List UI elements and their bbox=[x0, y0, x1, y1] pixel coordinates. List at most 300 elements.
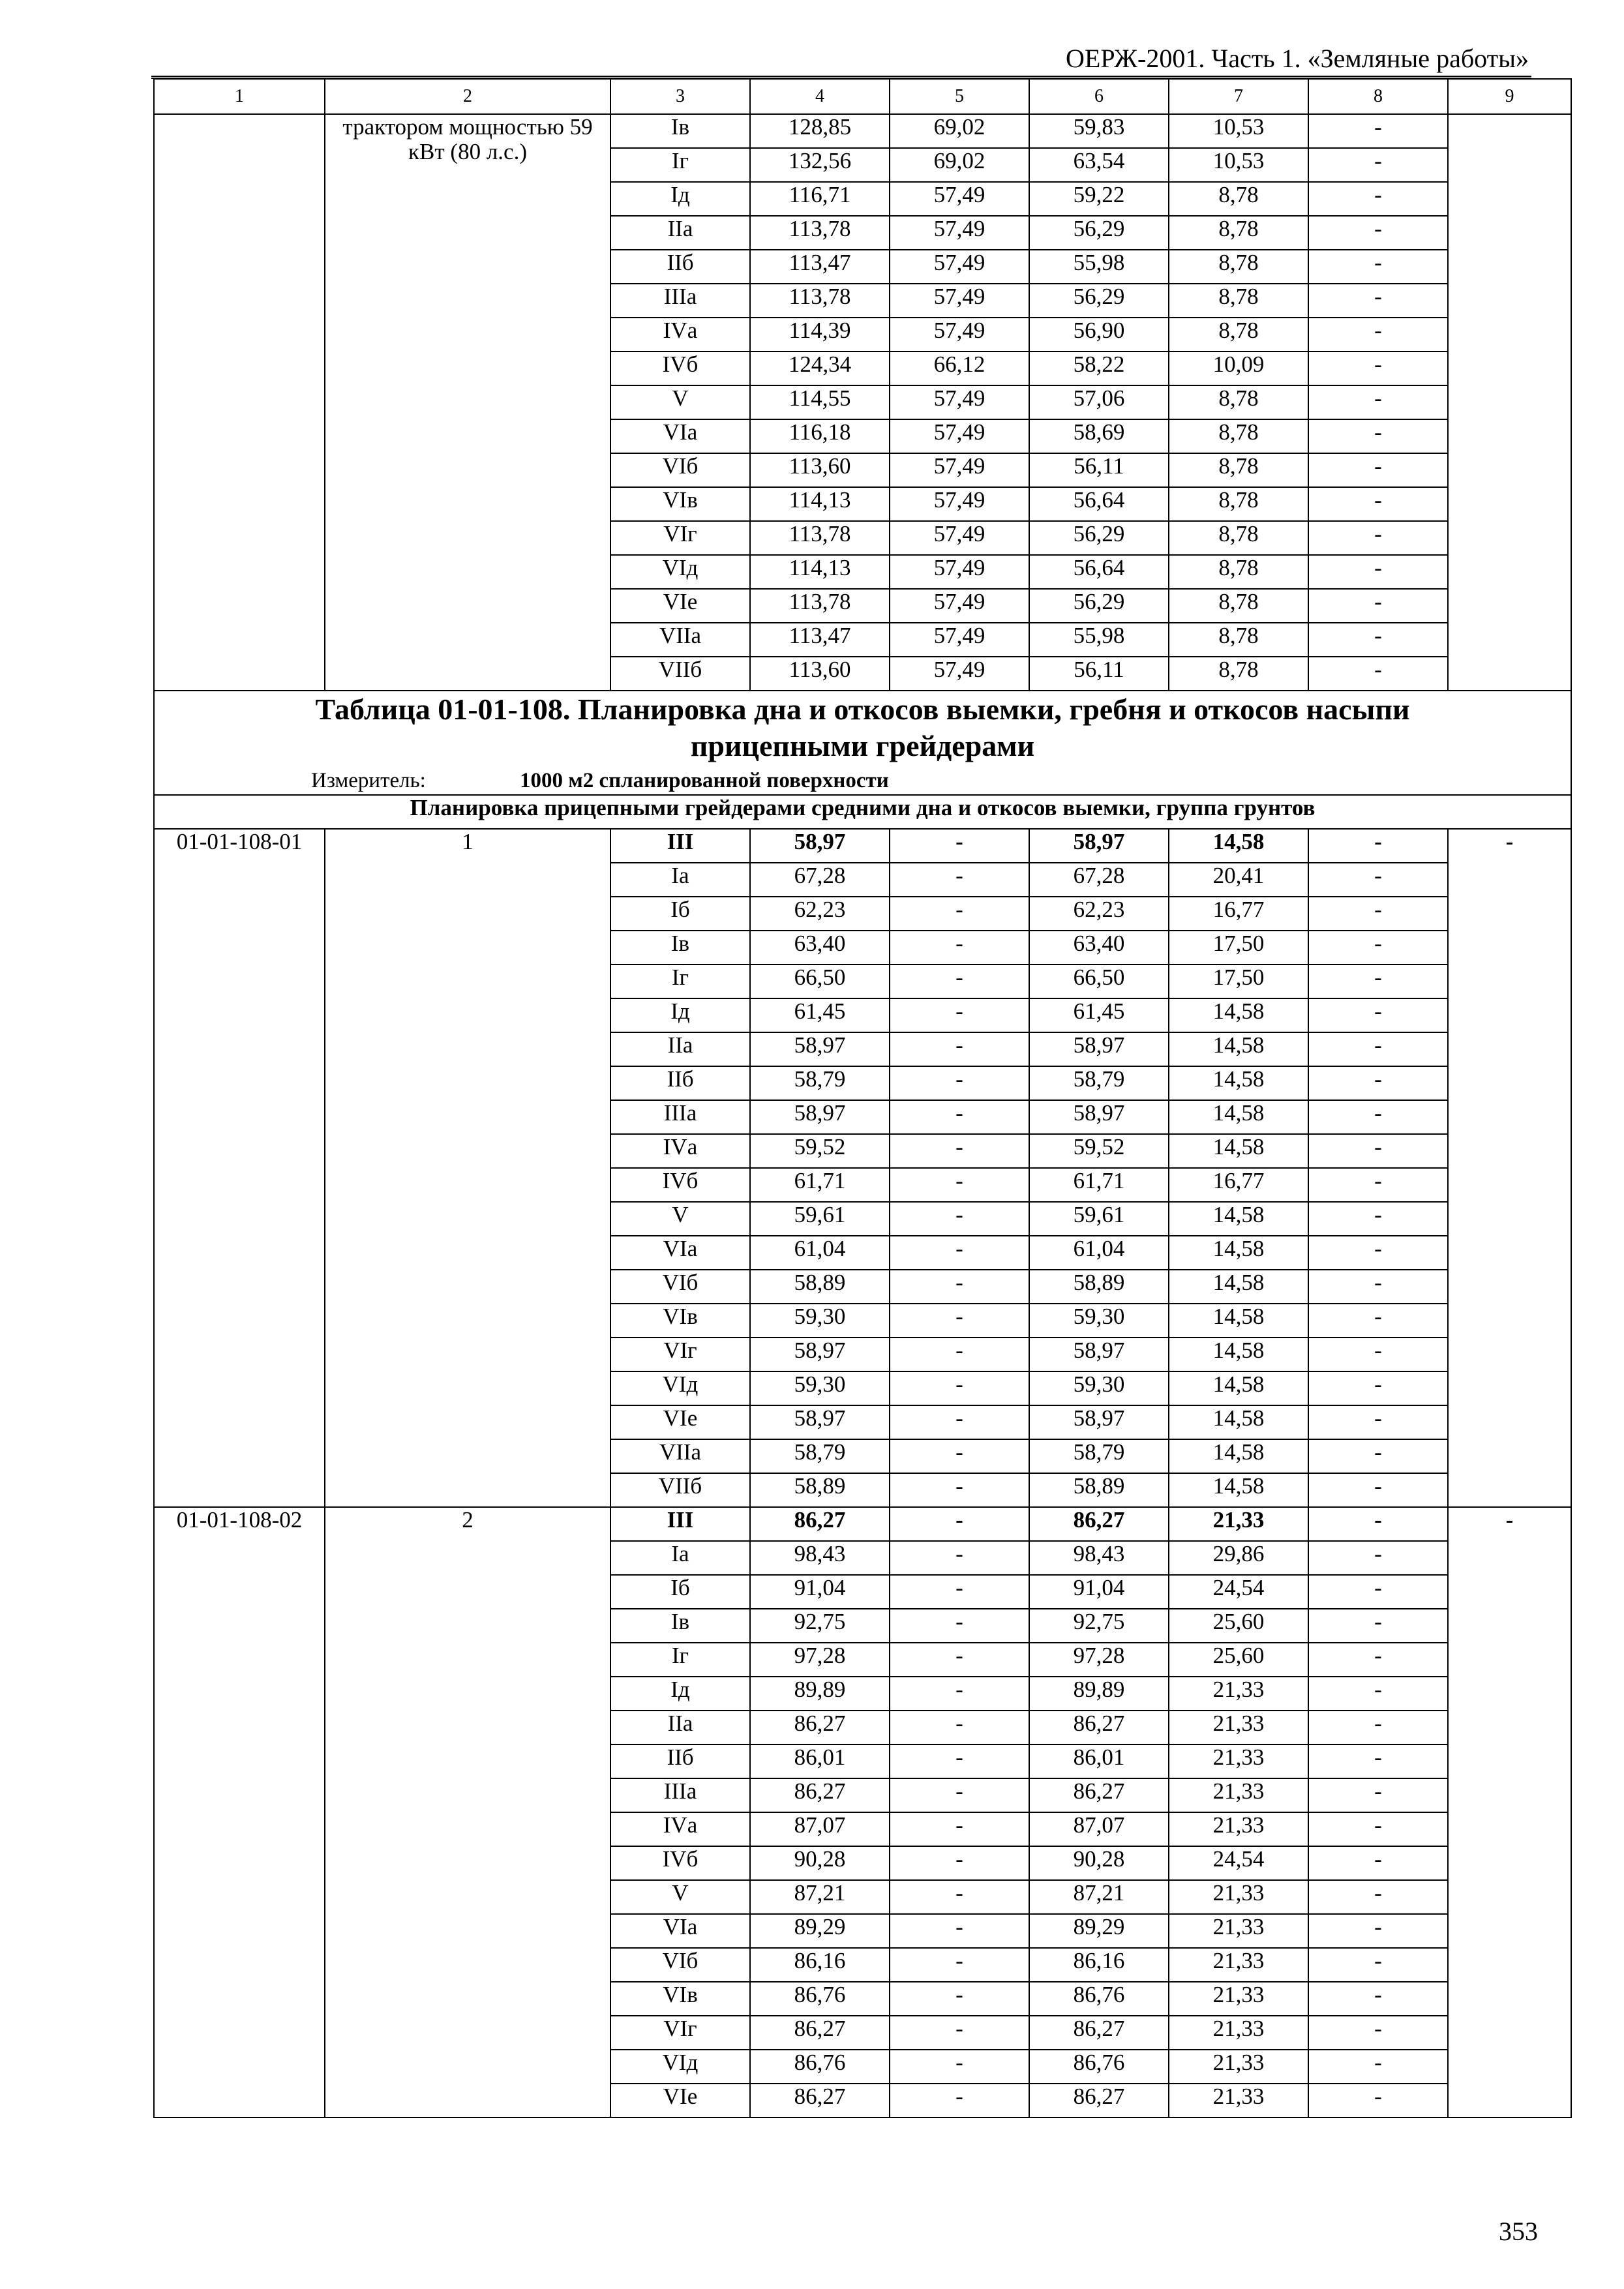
machine-cost-cell: 58,97 bbox=[1029, 1100, 1169, 1134]
machinist-wage-cell: 21,33 bbox=[1169, 1711, 1308, 1744]
soil-group-cell: Iд bbox=[610, 1677, 750, 1711]
materials-cell: - bbox=[1308, 623, 1448, 657]
labor-cost-cell: - bbox=[890, 1880, 1029, 1914]
machine-cost-cell: 97,28 bbox=[1029, 1643, 1169, 1677]
soil-group-cell: V bbox=[610, 385, 750, 419]
machine-cost-cell: 86,27 bbox=[1029, 1711, 1169, 1744]
total-cost-cell: 59,30 bbox=[750, 1371, 890, 1405]
machine-cost-cell: 59,83 bbox=[1029, 114, 1169, 148]
machine-cost-cell: 55,98 bbox=[1029, 623, 1169, 657]
materials-cell: - bbox=[1308, 385, 1448, 419]
materials-cell: - bbox=[1308, 284, 1448, 318]
total-cost-cell: 59,52 bbox=[750, 1134, 890, 1168]
materials-cell: - bbox=[1308, 1338, 1448, 1371]
total-cost-cell: 58,97 bbox=[750, 1032, 890, 1066]
labor-cost-cell: - bbox=[890, 2016, 1029, 2050]
machinist-wage-cell: 8,78 bbox=[1169, 385, 1308, 419]
machinist-wage-cell: 21,33 bbox=[1169, 1914, 1308, 1948]
soil-group-cell: Iа bbox=[610, 1541, 750, 1575]
labor-cost-cell: - bbox=[890, 965, 1029, 998]
soil-group-cell: VIг bbox=[610, 2016, 750, 2050]
labor-cost-cell: - bbox=[890, 1066, 1029, 1100]
labor-cost-cell: 57,49 bbox=[890, 216, 1029, 250]
soil-group-cell: Iв bbox=[610, 1609, 750, 1643]
soil-group-cell: V bbox=[610, 1202, 750, 1236]
total-cost-cell: 58,97 bbox=[750, 1338, 890, 1371]
column-number: 3 bbox=[610, 79, 750, 114]
materials-cell: - bbox=[1308, 182, 1448, 216]
total-cost-cell: 113,60 bbox=[750, 453, 890, 487]
labor-cost-cell: 57,49 bbox=[890, 623, 1029, 657]
total-cost-cell: 87,21 bbox=[750, 1880, 890, 1914]
rates-table bbox=[153, 78, 1572, 2118]
machine-cost-cell: 98,43 bbox=[1029, 1541, 1169, 1575]
total-cost-cell: 113,78 bbox=[750, 589, 890, 623]
table-row bbox=[154, 829, 1571, 863]
machinist-wage-cell: 21,33 bbox=[1169, 1880, 1308, 1914]
labor-cost-cell: 57,49 bbox=[890, 657, 1029, 691]
column-number: 9 bbox=[1448, 79, 1571, 114]
materials-cell: - bbox=[1308, 1405, 1448, 1439]
soil-group-cell: III bbox=[610, 829, 750, 863]
materials-cell: - bbox=[1308, 1168, 1448, 1202]
total-cost-cell: 86,27 bbox=[750, 1507, 890, 1541]
total-cost-cell: 89,29 bbox=[750, 1914, 890, 1948]
machinist-wage-cell: 14,58 bbox=[1169, 1100, 1308, 1134]
machinist-wage-cell: 21,33 bbox=[1169, 1744, 1308, 1778]
soil-group-cell: III bbox=[610, 1507, 750, 1541]
materials-cell: - bbox=[1308, 1032, 1448, 1066]
rates-table-body bbox=[154, 79, 1571, 2117]
table-title bbox=[155, 691, 1571, 764]
materials-cell: - bbox=[1308, 318, 1448, 352]
soil-group-cell: Iв bbox=[610, 931, 750, 965]
total-cost-cell: 66,50 bbox=[750, 965, 890, 998]
labor-cost-cell: - bbox=[890, 1032, 1029, 1066]
machinist-wage-cell: 20,41 bbox=[1169, 863, 1308, 897]
machine-cost-cell: 61,04 bbox=[1029, 1236, 1169, 1270]
labor-cost-cell: 57,49 bbox=[890, 385, 1029, 419]
machine-cost-cell: 59,22 bbox=[1029, 182, 1169, 216]
total-cost-cell: 113,60 bbox=[750, 657, 890, 691]
total-cost-cell: 86,16 bbox=[750, 1948, 890, 1982]
machinist-wage-cell: 14,58 bbox=[1169, 1202, 1308, 1236]
labor-cost-cell: - bbox=[890, 1677, 1029, 1711]
soil-group-cell: VIв bbox=[610, 1982, 750, 2016]
machine-cost-cell: 55,98 bbox=[1029, 250, 1169, 284]
total-cost-cell: 86,76 bbox=[750, 2050, 890, 2084]
machinist-wage-cell: 10,53 bbox=[1169, 114, 1308, 148]
machinist-wage-cell: 14,58 bbox=[1169, 1473, 1308, 1507]
machinist-wage-cell: 21,33 bbox=[1169, 2050, 1308, 2084]
machine-cost-cell: 58,97 bbox=[1029, 1032, 1169, 1066]
labor-cost-cell: 57,49 bbox=[890, 284, 1029, 318]
soil-group-cell: VIIа bbox=[610, 1439, 750, 1473]
total-cost-cell: 113,47 bbox=[750, 623, 890, 657]
soil-group-cell: IVб bbox=[610, 1846, 750, 1880]
materials-cell: - bbox=[1308, 1880, 1448, 1914]
soil-group-cell: VIIб bbox=[610, 657, 750, 691]
materials-cell: - bbox=[1308, 965, 1448, 998]
soil-group-cell: VIа bbox=[610, 1914, 750, 1948]
machine-cost-cell: 56,11 bbox=[1029, 657, 1169, 691]
total-cost-cell: 89,89 bbox=[750, 1677, 890, 1711]
soil-group-cell: IVа bbox=[610, 1134, 750, 1168]
labor-cost-cell: - bbox=[890, 829, 1029, 863]
materials-cell: - bbox=[1308, 1473, 1448, 1507]
machinist-wage-cell: 21,33 bbox=[1169, 1948, 1308, 1982]
machine-cost-cell: 86,27 bbox=[1029, 2016, 1169, 2050]
machinist-wage-cell: 21,33 bbox=[1169, 1812, 1308, 1846]
labor-cost-cell: - bbox=[890, 1507, 1029, 1541]
machinist-wage-cell: 14,58 bbox=[1169, 1270, 1308, 1304]
total-cost-cell: 58,79 bbox=[750, 1066, 890, 1100]
machinist-wage-cell: 8,78 bbox=[1169, 216, 1308, 250]
machine-cost-cell: 58,97 bbox=[1029, 829, 1169, 863]
labor-cost-cell: - bbox=[890, 1541, 1029, 1575]
labor-cost-cell: - bbox=[890, 1304, 1029, 1338]
machinist-wage-cell: 14,58 bbox=[1169, 1066, 1308, 1100]
machinist-wage-cell: 21,33 bbox=[1169, 1507, 1308, 1541]
materials-cell: - bbox=[1308, 998, 1448, 1032]
total-cost-cell: 116,18 bbox=[750, 419, 890, 453]
machine-cost-cell: 58,97 bbox=[1029, 1405, 1169, 1439]
machinist-wage-cell: 24,54 bbox=[1169, 1575, 1308, 1609]
labor-cost-cell: - bbox=[890, 1711, 1029, 1744]
machinist-wage-cell: 29,86 bbox=[1169, 1541, 1308, 1575]
soil-group-cell: Iг bbox=[610, 1643, 750, 1677]
labor-cost-cell: 57,49 bbox=[890, 555, 1029, 589]
total-cost-cell: 113,78 bbox=[750, 216, 890, 250]
soil-group-cell: VIе bbox=[610, 1405, 750, 1439]
soil-group-cell: Iд bbox=[610, 998, 750, 1032]
machinist-wage-cell: 14,58 bbox=[1169, 1134, 1308, 1168]
total-cost-cell: 67,28 bbox=[750, 863, 890, 897]
soil-group-cell: Iд bbox=[610, 182, 750, 216]
labor-cost-cell: - bbox=[890, 863, 1029, 897]
total-cost-cell: 90,28 bbox=[750, 1846, 890, 1880]
unit-value: 1000 м2 спланированной поверхности bbox=[520, 769, 889, 792]
materials-cell: - bbox=[1308, 657, 1448, 691]
column-number: 1 bbox=[154, 79, 325, 114]
materials-cell: - bbox=[1308, 216, 1448, 250]
materials-cell: - bbox=[1308, 829, 1448, 863]
soil-group-cell: IIб bbox=[610, 250, 750, 284]
document-title: ОЕРЖ-2001. Часть 1. «Земляные работы» bbox=[1066, 44, 1529, 73]
labor-cost-cell: 57,49 bbox=[890, 250, 1029, 284]
machinist-wage-cell: 14,58 bbox=[1169, 998, 1308, 1032]
table-title-cell bbox=[154, 691, 1571, 795]
soil-group-cell: VIв bbox=[610, 487, 750, 521]
soil-group-cell: IIIа bbox=[610, 284, 750, 318]
soil-group-cell: IIб bbox=[610, 1744, 750, 1778]
machinist-wage-cell: 8,78 bbox=[1169, 318, 1308, 352]
materials-cell: - bbox=[1308, 114, 1448, 148]
soil-group-cell: VIа bbox=[610, 1236, 750, 1270]
total-cost-cell: 62,23 bbox=[750, 897, 890, 931]
rate-code-cell: 01-01-108-02 bbox=[154, 1507, 325, 2117]
rate-code-cell: 01-01-108-01 bbox=[154, 829, 325, 1507]
total-cost-cell: 59,30 bbox=[750, 1304, 890, 1338]
total-cost-cell: 132,56 bbox=[750, 148, 890, 182]
soil-group-cell: Iв bbox=[610, 114, 750, 148]
materials-cell: - bbox=[1308, 589, 1448, 623]
soil-group-cell: VIд bbox=[610, 1371, 750, 1405]
materials-cell: - bbox=[1308, 2050, 1448, 2084]
soil-group-cell: Iг bbox=[610, 148, 750, 182]
labor-cost-cell: - bbox=[890, 1846, 1029, 1880]
total-cost-cell: 116,71 bbox=[750, 182, 890, 216]
total-cost-cell: 86,27 bbox=[750, 1778, 890, 1812]
table-row bbox=[154, 1507, 1571, 1541]
soil-group-cell: VIб bbox=[610, 1948, 750, 1982]
labor-cost-cell: 57,49 bbox=[890, 521, 1029, 555]
machine-cost-cell: 86,27 bbox=[1029, 1778, 1169, 1812]
materials-cell: - bbox=[1308, 1066, 1448, 1100]
machinist-wage-cell: 14,58 bbox=[1169, 1236, 1308, 1270]
machine-cost-cell: 89,89 bbox=[1029, 1677, 1169, 1711]
machinist-wage-cell: 8,78 bbox=[1169, 284, 1308, 318]
total-cost-cell: 86,01 bbox=[750, 1744, 890, 1778]
total-cost-cell: 86,76 bbox=[750, 1982, 890, 2016]
machine-cost-cell: 56,64 bbox=[1029, 555, 1169, 589]
soil-group-cell: IIIа bbox=[610, 1100, 750, 1134]
total-cost-cell: 61,71 bbox=[750, 1168, 890, 1202]
soil-group-cell: V bbox=[610, 1880, 750, 1914]
machine-cost-cell: 87,21 bbox=[1029, 1880, 1169, 1914]
labor-cost-cell: 57,49 bbox=[890, 487, 1029, 521]
machine-cost-cell: 87,07 bbox=[1029, 1812, 1169, 1846]
machinist-wage-cell: 17,50 bbox=[1169, 965, 1308, 998]
materials-cell: - bbox=[1308, 1812, 1448, 1846]
labor-cost-cell: 69,02 bbox=[890, 114, 1029, 148]
machinist-wage-cell: 8,78 bbox=[1169, 487, 1308, 521]
machinist-wage-cell: 10,53 bbox=[1169, 148, 1308, 182]
materials-cell: - bbox=[1308, 453, 1448, 487]
materials-cell: - bbox=[1308, 1643, 1448, 1677]
total-cost-cell: 86,27 bbox=[750, 2016, 890, 2050]
soil-group-cell: IIб bbox=[610, 1066, 750, 1100]
total-cost-cell: 98,43 bbox=[750, 1541, 890, 1575]
materials-cell: - bbox=[1308, 1948, 1448, 1982]
machinist-wage-cell: 14,58 bbox=[1169, 1032, 1308, 1066]
machine-cost-cell: 92,75 bbox=[1029, 1609, 1169, 1643]
soil-group-cell: VIб bbox=[610, 1270, 750, 1304]
machinist-wage-cell: 14,58 bbox=[1169, 1405, 1308, 1439]
materials-cell: - bbox=[1308, 1914, 1448, 1948]
table-row bbox=[154, 114, 1571, 148]
materials-cell: - bbox=[1308, 1304, 1448, 1338]
labor-cost-cell: - bbox=[890, 1134, 1029, 1168]
machine-cost-cell: 58,69 bbox=[1029, 419, 1169, 453]
machinist-wage-cell: 16,77 bbox=[1169, 1168, 1308, 1202]
machine-cost-cell: 56,64 bbox=[1029, 487, 1169, 521]
machinist-wage-cell: 8,78 bbox=[1169, 419, 1308, 453]
materials-cell: - bbox=[1308, 1744, 1448, 1778]
soil-group-cell: IVа bbox=[610, 1812, 750, 1846]
materials-cell: - bbox=[1308, 1270, 1448, 1304]
materials-cell: - bbox=[1308, 1541, 1448, 1575]
materials-cell: - bbox=[1308, 419, 1448, 453]
labor-cost-cell: - bbox=[890, 1405, 1029, 1439]
table-title-line: Таблица 01-01-108. Планировка дна и откосов выемки, гребня и откосов насыпи bbox=[315, 693, 1410, 726]
machinist-wage-cell: 8,78 bbox=[1169, 182, 1308, 216]
machine-cost-cell: 58,79 bbox=[1029, 1439, 1169, 1473]
column-number: 5 bbox=[890, 79, 1029, 114]
labor-cost-cell: - bbox=[890, 1473, 1029, 1507]
total-cost-cell: 61,04 bbox=[750, 1236, 890, 1270]
soil-group-cell: VIг bbox=[610, 521, 750, 555]
machine-cost-cell: 56,29 bbox=[1029, 589, 1169, 623]
machine-cost-cell: 58,89 bbox=[1029, 1473, 1169, 1507]
machine-cost-cell: 89,29 bbox=[1029, 1914, 1169, 1948]
materials-cell: - bbox=[1308, 1236, 1448, 1270]
labor-cost-cell: - bbox=[890, 931, 1029, 965]
machinist-wage-cell: 8,78 bbox=[1169, 623, 1308, 657]
unit-label: Измеритель: bbox=[311, 769, 426, 792]
machinist-wage-cell: 8,78 bbox=[1169, 453, 1308, 487]
description-cell: трактором мощностью 59 кВт (80 л.с.) bbox=[325, 114, 610, 691]
soil-group-cell: VIг bbox=[610, 1338, 750, 1371]
soil-group-cell: VIд bbox=[610, 555, 750, 589]
materials-cell: - bbox=[1308, 863, 1448, 897]
soil-group-cell: IVа bbox=[610, 318, 750, 352]
materials-cell: - bbox=[1308, 1575, 1448, 1609]
labor-cost-cell: 66,12 bbox=[890, 352, 1029, 385]
page-header bbox=[151, 39, 1531, 79]
soil-group-cell: VIIб bbox=[610, 1473, 750, 1507]
materials-cell: - bbox=[1308, 1507, 1448, 1541]
soil-group-cell: Iа bbox=[610, 863, 750, 897]
soil-group-cell: VIб bbox=[610, 453, 750, 487]
total-cost-cell: 86,27 bbox=[750, 2084, 890, 2117]
machine-cost-cell: 62,23 bbox=[1029, 897, 1169, 931]
soil-group-cell: VIв bbox=[610, 1304, 750, 1338]
soil-group-cell: IIа bbox=[610, 1032, 750, 1066]
machinist-wage-cell: 14,58 bbox=[1169, 1439, 1308, 1473]
code-cell bbox=[154, 114, 325, 691]
machinist-wage-cell: 21,33 bbox=[1169, 2084, 1308, 2117]
total-cost-cell: 114,13 bbox=[750, 487, 890, 521]
soil-group-cell: VIе bbox=[610, 589, 750, 623]
total-cost-cell: 58,97 bbox=[750, 829, 890, 863]
machinist-wage-cell: 14,58 bbox=[1169, 829, 1308, 863]
machinist-wage-cell: 10,09 bbox=[1169, 352, 1308, 385]
materials-cell: - bbox=[1308, 1439, 1448, 1473]
machinist-wage-cell: 21,33 bbox=[1169, 1982, 1308, 2016]
machine-cost-cell: 56,11 bbox=[1029, 453, 1169, 487]
total-cost-cell: 63,40 bbox=[750, 931, 890, 965]
labor-cost-cell: - bbox=[890, 1202, 1029, 1236]
machine-cost-cell: 59,30 bbox=[1029, 1304, 1169, 1338]
total-cost-cell: 61,45 bbox=[750, 998, 890, 1032]
machine-cost-cell: 56,29 bbox=[1029, 284, 1169, 318]
total-cost-cell: 92,75 bbox=[750, 1609, 890, 1643]
materials-cell: - bbox=[1308, 1134, 1448, 1168]
machine-cost-cell: 90,28 bbox=[1029, 1846, 1169, 1880]
labor-cost-cell: - bbox=[890, 1914, 1029, 1948]
subheading-row bbox=[154, 795, 1571, 829]
total-cost-cell: 58,79 bbox=[750, 1439, 890, 1473]
total-cost-cell: 113,78 bbox=[750, 284, 890, 318]
page-number: 353 bbox=[1499, 2217, 1538, 2246]
table-title-row bbox=[154, 691, 1571, 795]
machinist-wage-cell: 8,78 bbox=[1169, 250, 1308, 284]
materials-cell: - bbox=[1308, 2016, 1448, 2050]
soil-group-cell: VIд bbox=[610, 2050, 750, 2084]
column-number-row bbox=[154, 79, 1571, 114]
soil-group-cell: IIа bbox=[610, 216, 750, 250]
machinist-wage-cell: 14,58 bbox=[1169, 1371, 1308, 1405]
total-cost-cell: 58,97 bbox=[750, 1405, 890, 1439]
machinist-wage-cell: 21,33 bbox=[1169, 1677, 1308, 1711]
soil-group-cell: Iб bbox=[610, 1575, 750, 1609]
labor-cost-cell: - bbox=[890, 1778, 1029, 1812]
machine-cost-cell: 58,22 bbox=[1029, 352, 1169, 385]
machinist-wage-cell: 16,77 bbox=[1169, 897, 1308, 931]
materials-cell: - bbox=[1308, 1371, 1448, 1405]
total-cost-cell: 87,07 bbox=[750, 1812, 890, 1846]
labor-cost-cell: 57,49 bbox=[890, 419, 1029, 453]
machine-cost-cell: 86,16 bbox=[1029, 1948, 1169, 1982]
labor-cost-cell: 57,49 bbox=[890, 589, 1029, 623]
labor-cost-cell: - bbox=[890, 1439, 1029, 1473]
labor-cost-cell: - bbox=[890, 1609, 1029, 1643]
machine-cost-cell: 59,52 bbox=[1029, 1134, 1169, 1168]
labor-cost-cell: - bbox=[890, 1982, 1029, 2016]
labor-cost-cell: - bbox=[890, 1575, 1029, 1609]
labor-cost-cell: - bbox=[890, 2050, 1029, 2084]
machine-cost-cell: 56,29 bbox=[1029, 521, 1169, 555]
materials-cell: - bbox=[1308, 1202, 1448, 1236]
total-cost-cell: 58,89 bbox=[750, 1473, 890, 1507]
soil-group-cell: VIIа bbox=[610, 623, 750, 657]
labor-cost-cell: - bbox=[890, 1168, 1029, 1202]
machinist-wage-cell: 14,58 bbox=[1169, 1338, 1308, 1371]
soil-group-cell: VIе bbox=[610, 2084, 750, 2117]
soil-group-cell: IIа bbox=[610, 1711, 750, 1744]
total-cost-cell: 58,97 bbox=[750, 1100, 890, 1134]
materials-cell: - bbox=[1308, 1609, 1448, 1643]
labor-cost-cell: - bbox=[890, 1236, 1029, 1270]
labor-cost-cell: - bbox=[890, 1270, 1029, 1304]
materials-cell: - bbox=[1308, 521, 1448, 555]
materials-cell: - bbox=[1308, 352, 1448, 385]
machine-cost-cell: 61,71 bbox=[1029, 1168, 1169, 1202]
soil-group-cell: IIIа bbox=[610, 1778, 750, 1812]
materials-cell: - bbox=[1308, 1711, 1448, 1744]
machine-cost-cell: 66,50 bbox=[1029, 965, 1169, 998]
labor-cost-cell: - bbox=[890, 1744, 1029, 1778]
machine-cost-cell: 86,76 bbox=[1029, 1982, 1169, 2016]
soil-group-cell: Iг bbox=[610, 965, 750, 998]
machine-cost-cell: 56,29 bbox=[1029, 216, 1169, 250]
machinist-wage-cell: 21,33 bbox=[1169, 1778, 1308, 1812]
column-number: 8 bbox=[1308, 79, 1448, 114]
machinist-wage-cell: 24,54 bbox=[1169, 1846, 1308, 1880]
materials-cell: - bbox=[1308, 1982, 1448, 2016]
machine-cost-cell: 61,45 bbox=[1029, 998, 1169, 1032]
total-cost-cell: 114,13 bbox=[750, 555, 890, 589]
materials-cell: - bbox=[1308, 1778, 1448, 1812]
total-cost-cell: 114,39 bbox=[750, 318, 890, 352]
machine-cost-cell: 59,61 bbox=[1029, 1202, 1169, 1236]
machinist-wage-cell: 14,58 bbox=[1169, 1304, 1308, 1338]
machine-cost-cell: 86,27 bbox=[1029, 2084, 1169, 2117]
description-cell: 1 bbox=[325, 829, 610, 1507]
materials-cell: - bbox=[1308, 2084, 1448, 2117]
machine-cost-cell: 56,90 bbox=[1029, 318, 1169, 352]
